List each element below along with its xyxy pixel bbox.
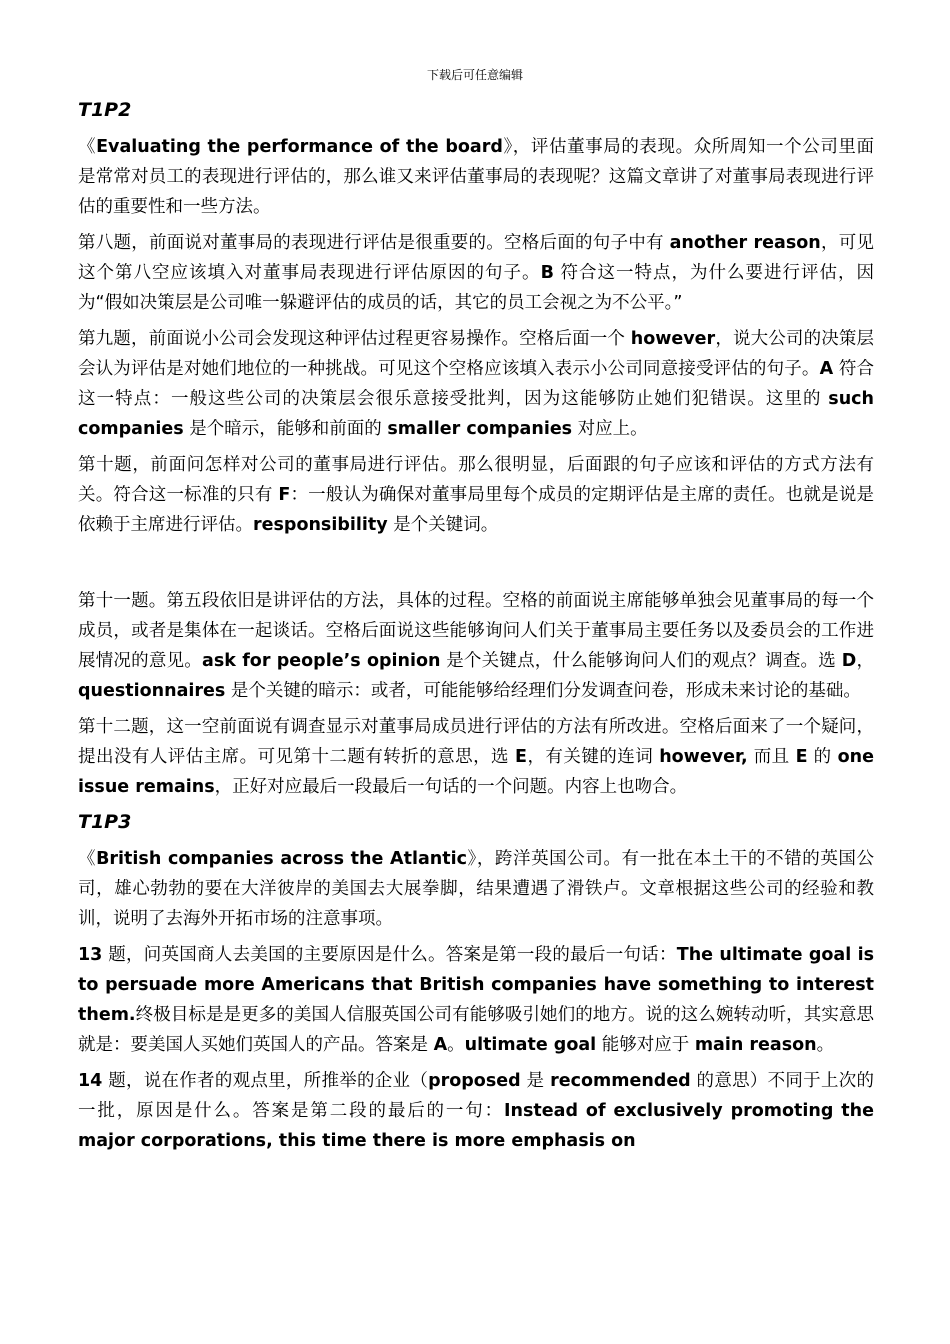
bold-text-run: The ultimate goal is to persuade more Americans that British companies have something to interest them.: [78, 945, 874, 1025]
text-run: ：一般认为确保对董事局里每个成员的定期评估是主席的责任。也就是说是依赖于主席进行评估。: [78, 485, 875, 535]
bold-text-run: main reason: [694, 1035, 817, 1055]
bold-text-run: responsibility: [253, 515, 388, 535]
bold-text-run: another reason: [669, 233, 821, 253]
bold-text-run: however: [630, 329, 716, 349]
paragraph: [78, 712, 874, 802]
text-run: ，: [856, 651, 874, 671]
bold-text-run: recommended: [550, 1071, 691, 1091]
text-run: 》，评估董事局的表现。众所周知一个公司里面是常常对员工的表现进行评估的，那么谁又来评估董事局的表现呢？这篇文章讲了对董事局表现进行评估的重要性和一些方法。: [78, 137, 875, 217]
text-run: 是个关键点，什么能够询问人们的观点？调查。选: [440, 651, 842, 671]
bold-text-run: E: [515, 747, 527, 767]
section-heading: T1P2: [78, 99, 132, 121]
section-spacer: [78, 546, 874, 586]
text-run: 符合这一特点，为什么要进行评估，因为“假如决策层是公司唯一躲避评估的成员的话，其它的员工会视之为不公平。”: [78, 263, 875, 313]
text-run: 对应上。: [572, 419, 648, 439]
text-run: ，说大公司的决策层会认为评估是对她们地位的一种挑战。可见这个空格应该填入表示小公司同意接受评估的句子。: [78, 329, 875, 379]
bold-text-run: A: [819, 359, 834, 379]
text-run: 第九题，前面说小公司会发现这种评估过程更容易操作。空格后面一个: [78, 329, 631, 349]
text-run: 题，说在作者的观点里，所推举的企业（: [102, 1071, 429, 1091]
text-run: 的: [807, 747, 838, 767]
bold-text-run: ultimate goal: [464, 1035, 597, 1055]
text-run: 是个关键的暗示：或者，可能能够给经理们分发调查问卷，形成未来讨论的基础。: [225, 681, 861, 701]
text-run: 是: [520, 1071, 551, 1091]
bold-text-run: 14: [78, 1071, 103, 1091]
text-run: ，有关键的连词: [527, 747, 660, 767]
bold-text-run: F: [278, 485, 291, 505]
bold-text-run: B: [540, 263, 554, 283]
paragraph: [78, 940, 874, 1060]
text-run: 第十题，前面问怎样对公司的董事局进行评估。那么很明显，后面跟的句子应该和评估的方式方法有关。符合这一标准的只有: [78, 455, 874, 505]
bold-text-run: questionnaires: [78, 681, 226, 701]
page-header: 下载后可任意编辑: [426, 68, 523, 82]
text-run: ，正好对应最后一段最后一句话的一个问题。内容上也吻合。: [214, 777, 688, 797]
bold-text-run: smaller companies: [387, 419, 573, 439]
bold-text-run: such companies: [78, 389, 874, 439]
text-run: 第十一题。第五段依旧是讲评估的方法，具体的过程。空格的前面说主席能够单独会见董事局的每一个成员，或者是集体在一起谈话。空格后面说这些能够询问人们关于董事局主要任务以及委员会的工作进展情况的意见。: [78, 591, 874, 671]
paragraph: [78, 1066, 874, 1156]
bold-text-run: British companies across the Atlantic: [96, 849, 467, 869]
paragraph: [78, 324, 874, 444]
text-run: 题，问英国商人去美国的主要原因是什么。答案是第一段的最后一句话：: [102, 945, 677, 965]
bold-text-run: one issue remains: [78, 747, 875, 797]
bold-text-run: ask for people’s opinion: [202, 651, 441, 671]
paragraph: [78, 450, 874, 540]
text-run: 《: [78, 137, 97, 157]
text-run: 是个暗示，能够和前面的: [183, 419, 388, 439]
text-run: ，可见这个第八空应该填入对董事局表现进行评估原因的句子。: [78, 233, 875, 283]
text-run: 是个关键词。: [387, 515, 499, 535]
paragraph: [78, 586, 874, 706]
text-run: 。: [816, 1035, 835, 1055]
section-heading: T1P3: [78, 811, 132, 833]
paragraph: [78, 228, 874, 318]
bold-text-run: Instead of exclusively promoting the major corporations, this time there is more emphasis on: [78, 1101, 874, 1151]
paragraph: [78, 844, 874, 934]
document-body: [78, 96, 874, 1162]
text-run: 符合这一特点：一般这些公司的决策层会很乐意接受批判，因为这能够防止她们犯错误。这里的: [78, 359, 874, 409]
bold-text-run: E: [795, 747, 808, 767]
bold-text-run: Evaluating the performance of the board: [96, 137, 503, 157]
bold-text-run: however,: [659, 747, 748, 767]
text-run: 《: [78, 849, 97, 869]
text-run: 。: [447, 1035, 465, 1055]
text-run: 第八题，前面说对董事局的表现进行评估是很重要的。空格后面的句子中有: [78, 233, 670, 253]
text-run: 第十二题，这一空前面说有调查显示对董事局成员进行评估的方法有所改进。空格后面来了一个疑问，提出没有人评估主席。可见第十二题有转折的意思，选: [78, 717, 874, 767]
text-run: 能够对应于: [596, 1035, 695, 1055]
text-run: 而且: [747, 747, 796, 767]
bold-text-run: D: [841, 651, 857, 671]
text-run: 终极目标是是更多的美国人信服英国公司有能够吸引她们的地方。说的这么婉转动听，其实意思就是：要美国人买她们英国人的产品。答案是: [78, 1005, 874, 1055]
bold-text-run: A: [433, 1035, 448, 1055]
bold-text-run: 13: [78, 945, 103, 965]
text-run: 的意思）不同于上次的一批，原因是什么。答案是第二段的最后的一句：: [78, 1071, 875, 1121]
text-run: 》，跨洋英国公司。有一批在本土干的不错的英国公司，雄心勃勃的要在大洋彼岸的美国去大展拳脚，结果遭遇了滑铁卢。文章根据这些公司的经验和教训，说明了去海外开拓市场的注意事项。: [78, 849, 874, 929]
paragraph: [78, 132, 874, 222]
bold-text-run: proposed: [428, 1071, 521, 1091]
